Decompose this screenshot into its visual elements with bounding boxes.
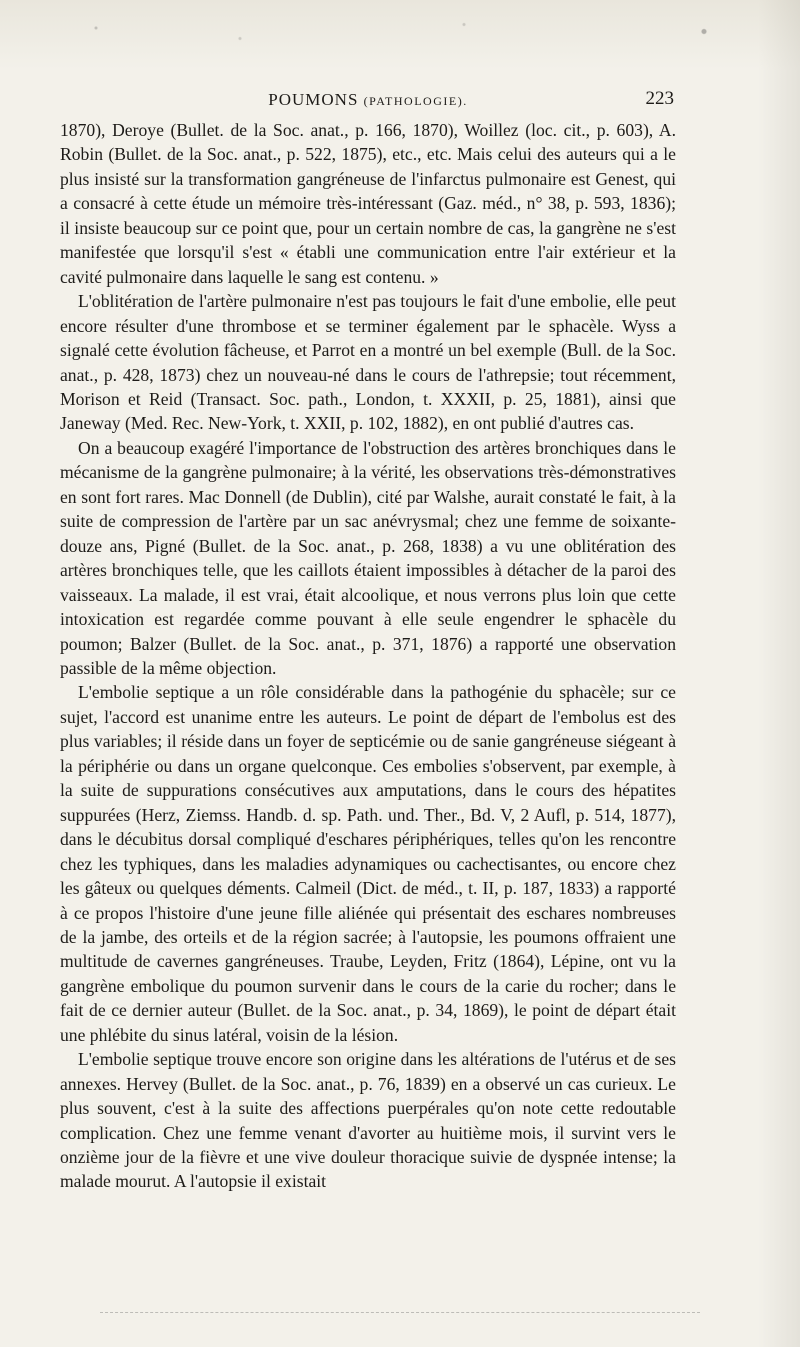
page-header xyxy=(62,86,674,116)
running-head-subtitle: (PATHOLOGIE). xyxy=(363,94,468,108)
running-head-title: POUMONS xyxy=(268,90,359,109)
body-text xyxy=(60,118,676,1194)
page-edge-shadow xyxy=(758,0,800,1347)
paragraph-2: L'oblitération de l'artère pulmonaire n'est pas toujours le fait d'une embolie, elle peut encore résulter d'une thrombose et se terminer également par le sphacèle. Wyss a signalé cette évolution fâcheuse, et Parrot en a montré un bel exemple (Bull. de la Soc. anat., p. 428, 1873) chez un nouveau-né dans le cours de l'athrepsie; tout récemment, Morison et Reid (Transact. Soc. path., London, t. XXXII, p. 25, 1881), ainsi que Janeway (Med. Rec. New-York, t. XXII, p. 102, 1882), en ont publié d'autres cas. xyxy=(60,291,676,434)
scan-top-margin xyxy=(0,0,800,70)
paragraph-5: L'embolie septique trouve encore son origine dans les altérations de l'utérus et de ses annexes. Hervey (Bullet. de la Soc. anat., p. 76, 1839) en a observé un cas curieux. Le plus souvent, c'est à la suite des affections puerpérales qu'on note cette redoutable complication. Chez une femme venant d'avorter au huitième mois, il survint vers le onzième jour de la fièvre et une vive douleur thoracique suivie de dyspnée intense; la malade mourut. A l'autopsie il existait xyxy=(60,1049,676,1192)
scan-bottom-artifact xyxy=(100,1312,700,1314)
running-head xyxy=(62,90,674,110)
paragraph-4: L'embolie septique a un rôle considérable dans la pathogénie du sphacèle; sur ce sujet, l'accord est unanime entre les auteurs. Le point de départ de l'embolus est des plus variables; il réside dans un foyer de septicémie ou de sanie gangréneuse siégeant à la périphérie ou dans un organe quelconque. Ces embolies s'observent, par exemple, à la suite de suppurations consécutives aux amputations, dans le cours des hépatites suppurées (Herz, Ziemss. Handb. d. sp. Path. und. Ther., Bd. V, 2 Aufl, p. 514, 1877), dans le décubitus dorsal compliqué d'eschares périphériques, telles qu'on les rencontre chez les typhiques, dans les maladies adynamiques ou cachectisantes, ou encore chez les gâteux ou quelques déments. Calmeil (Dict. de méd., t. II, p. 187, 1833) a rapporté à ce propos l'histoire d'une jeune fille aliénée qui présentait des eschares nombreuses de la jambe, des orteils et de la région sacrée; à l'autopsie, les poumons offraient une multitude de cavernes gangréneuses. Traube, Leyden, Fritz (1864), Lépine, ont vu la gangrène embolique du poumon survenir dans le cours de la carie du rocher; dans le fait de ce dernier auteur (Bullet. de la Soc. anat., p. 34, 1869), le point de départ était une phlébite du sinus latéral, voisin de la lésion. xyxy=(60,682,676,1045)
paragraph-1: 1870), Deroye (Bullet. de la Soc. anat., p. 166, 1870), Woillez (loc. cit., p. 603), A. Robin (Bullet. de la Soc. anat., p. 522, 1875), etc., etc. Mais celui des auteurs qui a le plus insisté sur la transformation gangréneuse de l'infarctus pulmonaire est Genest, qui a consacré à cette étude un mémoire très-intéressant (Gaz. méd., n° 38, p. 593, 1836); il insiste beaucoup sur ce point que, pour un certain nombre de cas, la gangrène ne s'est manifestée que lorsqu'il s'est « établi une communication entre l'air extérieur et la cavité pulmonaire dans laquelle le sang est contenu. » xyxy=(60,120,676,287)
page-number: 223 xyxy=(645,88,674,109)
paragraph-3: On a beaucoup exagéré l'importance de l'obstruction des artères bronchiques dans le mécanisme de la gangrène pulmonaire; à la vérité, les observations très-démonstratives en sont fort rares. Mac Donnell (de Dublin), cité par Walshe, aurait constaté le fait, à la suite de compression de l'artère par un sac anévrysmal; chez une femme de soixante-douze ans, Pigné (Bullet. de la Soc. anat., p. 268, 1838) a vu une oblitération des artères bronchiques telle, que les caillots étaient impossibles à détacher de la paroi des vaisseaux. La malade, il est vrai, était alcoolique, et nous verrons plus loin que cette intoxication est regardée comme pouvant à elle seule engendrer le sphacèle du poumon; Balzer (Bullet. de la Soc. anat., p. 371, 1876) a rapporté une observation passible de la même objection. xyxy=(60,437,676,678)
